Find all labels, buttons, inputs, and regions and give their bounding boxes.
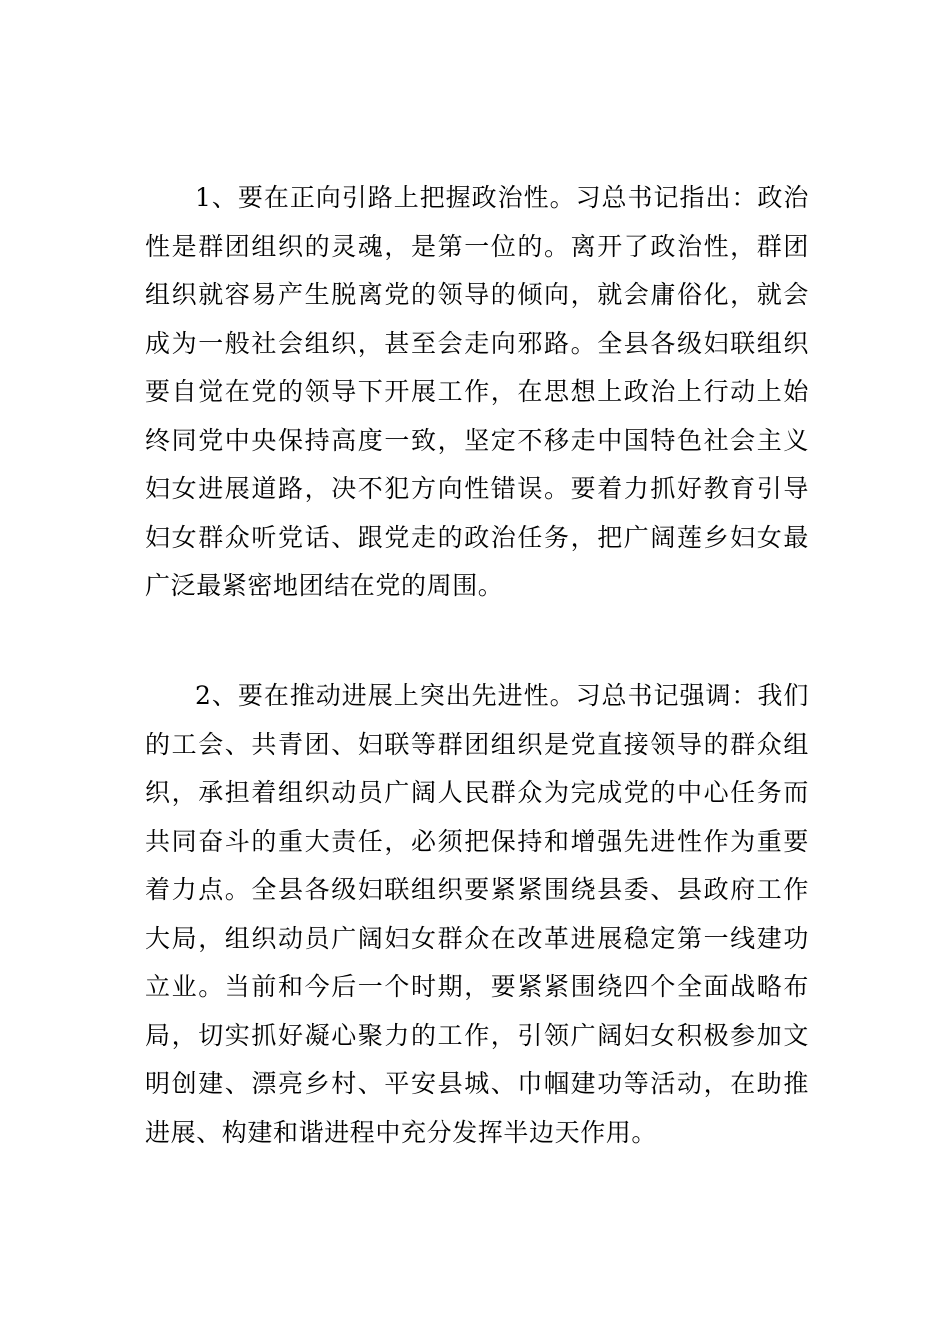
paragraph-advanced: 2、要在推动进展上突出先进性。习总书记强调：我们的工会、共青团、妇联等群团组织是党直接领导的群众组织，承担着组织动员广阔人民群众为完成党的中心任务而共同奋斗的重大责任，必须把保持和增强先进性作为重要着力点。全县各级妇联组织要紧紧围绕县委、县政府工作大局，组织动员广阔妇女群众在改革进展稳定第一线建功立业。当前和今后一个时期，要紧紧围绕四个全面战略布局，切实抓好凝心聚力的工作，引领广阔妇女积极参加文明创建、漂亮乡村、平安县城、巾帼建功等活动，在助推进展、构建和谐进程中充分发挥半边天作用。 xyxy=(145,681,809,1147)
paragraph-political: 1、要在正向引路上把握政治性。习总书记指出：政治性是群团组织的灵魂，是第一位的。离开了政治性，群团组织就容易产生脱离党的领导的倾向，就会庸俗化，就会成为一般社会组织，甚至会走向邪路。全县各级妇联组织要自觉在党的领导下开展工作，在思想上政治上行动上始终同党中央保持高度一致，坚定不移走中国特色社会主义妇女进展道路，决不犯方向性错误。要着力抓好教育引导妇女群众听党话、跟党走的政治任务，把广阔莲乡妇女最广泛最紧密地团结在党的周围。 xyxy=(145,183,809,600)
